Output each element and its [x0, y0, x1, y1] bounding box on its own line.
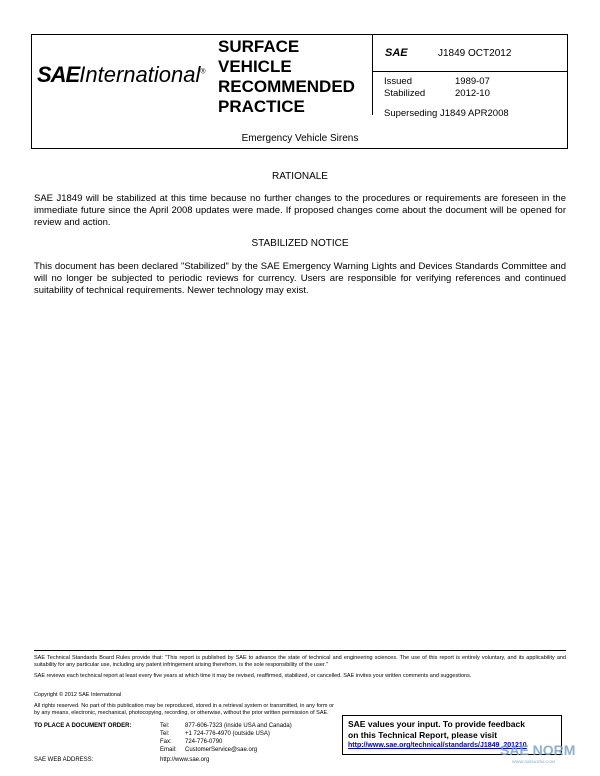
- copyright-text: Copyright © 2012 SAE International: [34, 692, 122, 698]
- sae-mark: SAE: [385, 47, 408, 59]
- doc-type-line: PRACTICE: [218, 97, 305, 116]
- logo-international: International: [79, 62, 201, 87]
- feedback-link[interactable]: http://www.sae.org/technical/standards/J1849_201210: [348, 742, 527, 749]
- fax-value: 724-776-0790: [185, 739, 223, 745]
- document-number: J1849 OCT2012: [438, 48, 512, 59]
- tel1-value: 877-606-7323 (inside USA and Canada): [185, 723, 292, 729]
- feedback-line: SAE values your input. To provide feedback: [348, 719, 525, 729]
- logo-trademark: ®: [200, 68, 206, 76]
- rights-text: All rights reserved. No part of this publication may be reproduced, stored in a retrieval system or transmitted, in any form or by any means, electronic, mechanical, photocopying, recording, or otherwise, without the prior written permission of SAE.: [34, 703, 334, 716]
- fax-label: Fax:: [160, 739, 172, 745]
- stabilized-notice-text: This document has been declared "Stabilized" by the SAE Emergency Warning Lights and Devices Standards Committee and will no longer be subjected to periodic reviews for currency. Users are responsible for verifying references and continued suitability of technical requirements. Newer technology may exist.: [34, 261, 566, 296]
- issued-value: 1989-07: [455, 76, 490, 87]
- email-value[interactable]: CustomerService@sae.org: [185, 747, 258, 753]
- watermark: SAE NORM: [500, 742, 576, 758]
- sae-international-logo: [37, 62, 206, 88]
- email-label: Email:: [160, 747, 177, 753]
- tel2-label: Tel:: [160, 731, 170, 737]
- document-subject: Emergency Vehicle Sirens: [241, 133, 359, 144]
- rationale-title: RATIONALE: [272, 171, 328, 182]
- review-text: SAE reviews each technical report at least every five years at which time it may be revised, reaffirmed, stabilized, or cancelled. SAE invites your written comments and suggestions.: [34, 673, 472, 679]
- issued-label: Issued: [384, 76, 412, 87]
- doc-type-line: VEHICLE: [218, 57, 292, 76]
- document-type: [218, 37, 368, 117]
- doc-type-line: RECOMMENDED: [218, 77, 355, 96]
- stabilized-value: 2012-10: [455, 88, 490, 99]
- stabilized-notice-title: STABILIZED NOTICE: [251, 238, 349, 249]
- feedback-text: [348, 719, 558, 741]
- tel2-value: +1 724-776-4970 (outside USA): [185, 731, 270, 737]
- web-address-label: SAE WEB ADDRESS:: [34, 757, 94, 763]
- feedback-line: on this Technical Report, please visit: [348, 730, 498, 740]
- tel1-label: Tel:: [160, 723, 170, 729]
- watermark-sub: WWW.SAENORM.COM: [512, 759, 555, 764]
- board-rules-text: SAE Technical Standards Board Rules provide that: "This report is published by SAE to advance the state of technical and engineering sciences. The use of this report is entirely voluntary, and its applicability and suitability for any particular use, including any patent infringement arising therefrom, is the sole responsibility of the user.": [34, 655, 566, 668]
- logo-sae: SAE: [37, 62, 80, 87]
- rationale-text: SAE J1849 will be stabilized at this time because no further changes to the procedures or requirements are foreseen in the immediate future since the April 2008 updates were made. If proposed changes come about the document will be opened for review and action.: [34, 193, 566, 228]
- stabilized-label: Stabilized: [384, 88, 426, 99]
- header-divider-vertical: [372, 35, 373, 115]
- header-divider-horizontal: [372, 71, 568, 72]
- superseding: Superseding J1849 APR2008: [384, 108, 509, 119]
- footer-rule: [34, 650, 566, 651]
- web-address-value[interactable]: http://www.sae.org: [160, 757, 210, 763]
- doc-type-line: SURFACE: [218, 37, 300, 56]
- order-label: TO PLACE A DOCUMENT ORDER:: [34, 723, 132, 729]
